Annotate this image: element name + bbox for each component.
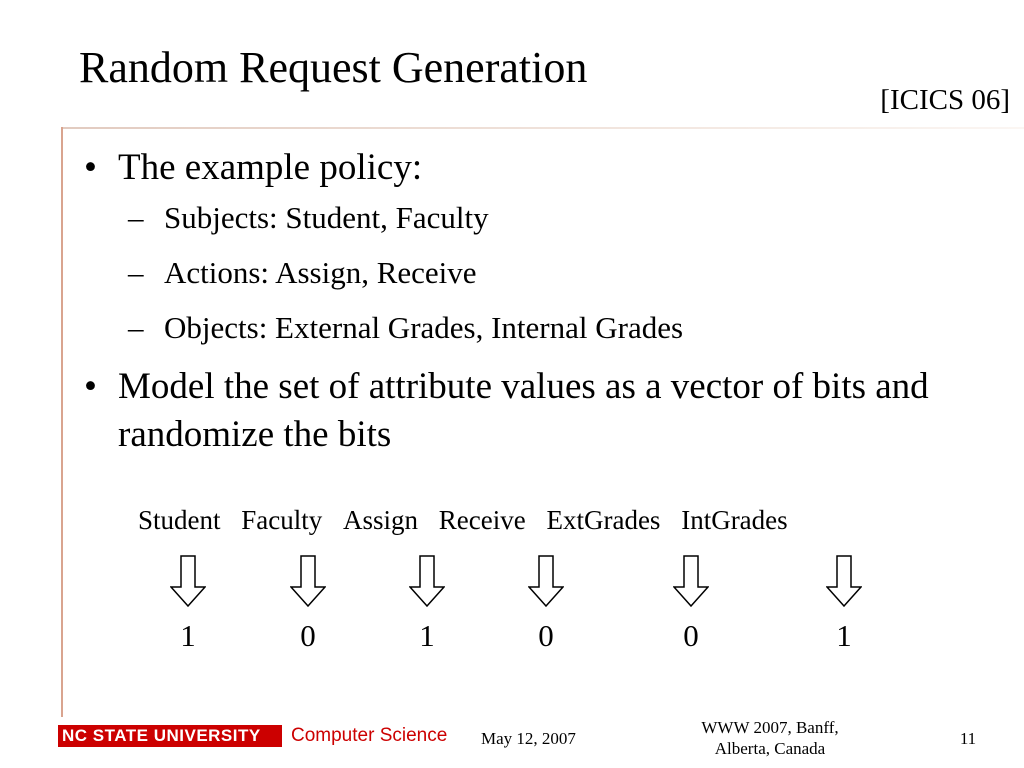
sub-bullet-text: Actions: Assign, Receive — [164, 255, 477, 290]
sub-bullet-text: Subjects: Student, Faculty — [164, 200, 489, 235]
dash-marker: – — [128, 200, 144, 235]
horizontal-rule — [62, 127, 1024, 129]
bullet-text: Model the set of attribute values as a vector of bits and randomize the bits — [118, 366, 929, 455]
attribute-label: IntGrades — [681, 505, 788, 535]
bit-value: 1 — [419, 618, 435, 653]
attribute-label: Assign — [343, 505, 419, 535]
down-arrow-icon — [673, 555, 709, 607]
footer-date: May 12, 2007 — [481, 729, 576, 748]
down-arrow-icon — [409, 555, 445, 607]
slide-content — [84, 146, 984, 459]
bullet-marker: • — [84, 366, 97, 407]
sub-bullet-text: Objects: External Grades, Internal Grades — [164, 310, 684, 345]
citation: [ICICS 06] — [880, 84, 1010, 116]
down-arrow-icon — [528, 555, 564, 607]
dash-marker: – — [128, 310, 144, 345]
attribute-label: ExtGrades — [546, 505, 661, 535]
vertical-rule — [61, 127, 63, 717]
footer-conference: WWW 2007, Banff, Alberta, Canada — [701, 718, 839, 758]
sub-bullet-item — [84, 300, 984, 355]
attribute-label: Faculty — [241, 505, 323, 535]
page-number: 11 — [959, 729, 977, 748]
bullet-item — [84, 146, 984, 190]
sub-bullet-item — [84, 245, 984, 300]
bit-value: 0 — [538, 618, 554, 653]
attribute-label: Student — [138, 505, 221, 535]
down-arrow-icon — [170, 555, 206, 607]
bit-value: 1 — [180, 618, 196, 653]
university-logo: NC STATE UNIVERSITY — [58, 725, 282, 747]
attribute-label: Receive — [438, 505, 526, 535]
bullet-item — [84, 363, 984, 459]
bullet-marker: • — [84, 147, 97, 188]
bit-value: 0 — [300, 618, 316, 653]
bit-value: 0 — [683, 618, 699, 653]
attribute-labels — [138, 503, 788, 537]
sub-bullet-item — [84, 190, 984, 245]
slide-title: Random Request Generation — [79, 43, 588, 92]
down-arrow-icon — [290, 555, 326, 607]
bullet-text: The example policy: — [118, 147, 423, 188]
dash-marker: – — [128, 255, 144, 290]
bit-value: 1 — [836, 618, 852, 653]
down-arrow-icon — [826, 555, 862, 607]
department-name: Computer Science — [291, 725, 448, 746]
